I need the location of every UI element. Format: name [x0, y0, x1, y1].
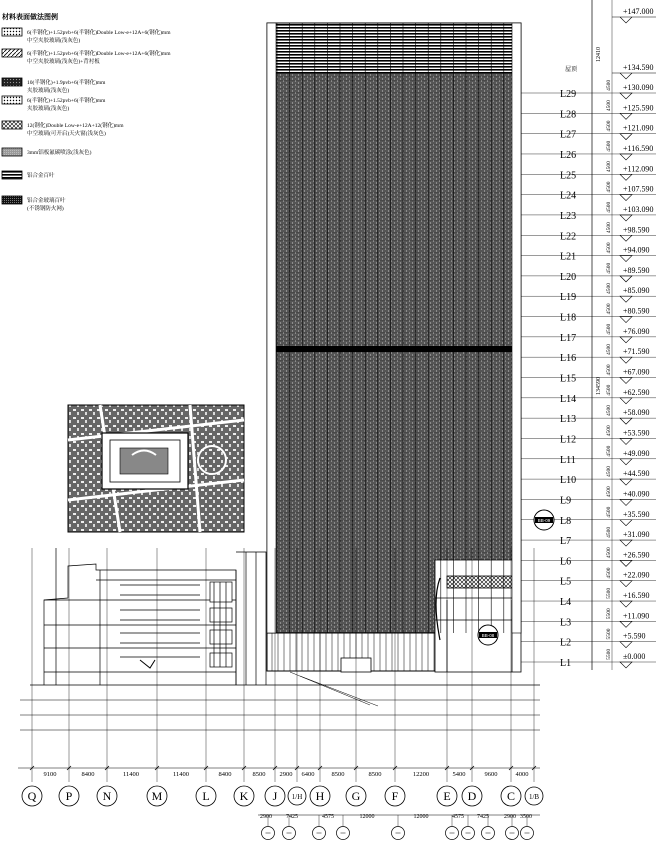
- level-name: L2: [560, 637, 572, 649]
- dimension-value: 4000: [515, 771, 529, 778]
- level-name: L24: [560, 190, 577, 202]
- dimension-value: 12000: [413, 814, 429, 820]
- level-row: [521, 466, 656, 486]
- dimension-value: 11400: [172, 771, 190, 778]
- dimension-value: 3500: [520, 814, 532, 820]
- elevation-marker: [620, 154, 632, 160]
- roof-label: 屋顶: [565, 67, 578, 73]
- callout-label: BB-09: [537, 518, 551, 523]
- floor-height: 4500: [606, 486, 612, 498]
- level-name: L26: [560, 149, 577, 161]
- legend-swatch: [2, 196, 22, 204]
- legend-desc: 夹胶玻璃(浅灰色): [27, 106, 70, 112]
- legend-swatch: [2, 171, 22, 179]
- level-row: [521, 222, 656, 242]
- level-name: L8: [560, 515, 572, 527]
- level-name: L7: [560, 536, 572, 548]
- level-row: [521, 405, 656, 425]
- level-elevation: +71.590: [623, 347, 650, 357]
- legend-spec: 铝合金玻璃百叶: [27, 198, 66, 204]
- axis-label: 1/B: [528, 793, 540, 801]
- dimension-value: 4575: [452, 814, 464, 820]
- dimension-value: 7425: [477, 814, 489, 820]
- sub-axis-bubble: [392, 815, 405, 840]
- level-name: L14: [560, 393, 577, 405]
- level-elevation: +107.590: [623, 184, 654, 194]
- level-row: [521, 161, 656, 181]
- dimension-value: 8400: [218, 771, 232, 778]
- axis-label: M: [151, 789, 163, 803]
- legend-swatch: [2, 148, 22, 156]
- legend-item: [2, 171, 55, 179]
- elevation-marker: [620, 174, 632, 180]
- elevation-marker: [620, 235, 632, 241]
- level-elevation: +76.090: [623, 326, 650, 336]
- legend-swatch: [2, 78, 22, 86]
- axis-bubble-e: [437, 786, 457, 806]
- level-elevation: +16.590: [623, 591, 650, 601]
- level-name: L23: [560, 210, 577, 222]
- roof-louver-crown: [267, 23, 521, 73]
- legend-swatch: [2, 28, 22, 36]
- level-row: [521, 628, 656, 648]
- level-name: L27: [560, 129, 577, 141]
- level-row: [521, 364, 656, 384]
- dimension-value: 9600: [484, 771, 498, 778]
- legend-title: 材料表面做法图例: [2, 13, 58, 21]
- axis-bubble-q: [22, 786, 42, 806]
- level-elevation: +62.590: [623, 387, 650, 397]
- floor-height: 4500: [606, 140, 612, 152]
- dimension-value: 6400: [301, 771, 315, 778]
- floor-height: 4500: [606, 526, 612, 538]
- legend-spec: 10(半钢化)+1.9pvb+6(半钢化)mm: [27, 80, 106, 86]
- dimension-value: 4575: [322, 814, 334, 820]
- level-name: L13: [560, 414, 577, 426]
- level-row: [521, 181, 656, 201]
- level-name: L19: [560, 292, 577, 304]
- elevation-marker: [620, 378, 632, 384]
- axis-label: Q: [27, 789, 37, 803]
- level-elevation: +80.590: [623, 306, 650, 316]
- floor-height: 4500: [606, 79, 612, 91]
- floor-height: 4500: [606, 262, 612, 274]
- floor-height: 5500: [606, 587, 612, 599]
- level-schedule: [521, 0, 656, 670]
- axis-bubble-l: [196, 786, 216, 806]
- level-name: L9: [560, 495, 572, 507]
- roof-level: [565, 7, 656, 79]
- level-elevation: +67.090: [623, 367, 650, 377]
- dimension-value: 2900: [504, 814, 516, 820]
- floor-height: 4500: [606, 567, 612, 579]
- legend-desc: 夹胶玻璃(浅灰色): [27, 88, 70, 94]
- level-elevation: +94.090: [623, 245, 650, 255]
- legend-desc: 中空夹胶玻璃(浅灰色): [27, 38, 81, 44]
- floor-height: 4500: [606, 120, 612, 132]
- axis-bubble-1-h: [288, 787, 306, 805]
- axis-bubble-c: [501, 786, 521, 806]
- axis-label: H: [315, 789, 325, 803]
- legend-swatch: [2, 49, 22, 57]
- floor-height: 5500: [606, 608, 612, 620]
- elevation-marker: [620, 520, 632, 526]
- level-row: [521, 323, 656, 343]
- floor-height: 4500: [606, 161, 612, 173]
- legend-desc: 中空夹胶玻璃(浅灰色)+背衬板: [27, 59, 100, 65]
- elevation-marker: [620, 621, 632, 627]
- legend-item: [2, 196, 66, 212]
- level-row: [521, 344, 656, 364]
- axis-bubble-h: [310, 786, 330, 806]
- dimension-value: 8400: [81, 771, 95, 778]
- dimension-value: 5400: [452, 771, 466, 778]
- axis-label: 1/H: [291, 793, 303, 801]
- base-structure: [20, 672, 540, 730]
- callout-label: BB-08: [481, 633, 495, 638]
- material-legend: [2, 12, 171, 212]
- floor-height: 4500: [606, 181, 612, 193]
- dimension-value: 7425: [286, 814, 298, 820]
- level-row: [521, 445, 656, 465]
- level-name: L22: [560, 231, 577, 243]
- level-elevation: +44.590: [623, 469, 650, 479]
- level-name: L28: [560, 109, 577, 121]
- floor-height: 4500: [606, 404, 612, 416]
- elevation-marker: [620, 276, 632, 282]
- level-row: [521, 242, 656, 262]
- floor-height: 4500: [606, 465, 612, 477]
- legend-spec: 6(半钢化)+1.52pvb+6(半钢化)Double Low-e+12A+6(钢化)mm: [27, 30, 171, 36]
- axis-label: J: [272, 789, 278, 803]
- level-row: [521, 384, 656, 404]
- level-name: L4: [560, 597, 572, 609]
- legend-swatch: [2, 121, 22, 129]
- elevation-marker: [620, 296, 632, 302]
- level-row: [521, 649, 656, 669]
- level-name: L3: [560, 617, 572, 629]
- elevation-marker: [620, 398, 632, 404]
- elevation-marker: [620, 581, 632, 587]
- level-elevation: +98.590: [623, 225, 650, 235]
- level-elevation: +53.590: [623, 428, 650, 438]
- tower-corner-left: [267, 23, 276, 633]
- level-elevation: +22.090: [623, 570, 650, 580]
- level-name: L15: [560, 373, 577, 385]
- level-row: [521, 588, 656, 608]
- legend-item: [2, 148, 92, 156]
- level-name: L1: [560, 658, 572, 669]
- level-elevation: ±0.000: [623, 652, 646, 661]
- level-name: L18: [560, 312, 577, 324]
- level-elevation: +85.090: [623, 286, 650, 296]
- dimension-value: 12000: [359, 814, 375, 820]
- elevation-marker: [620, 642, 632, 648]
- level-row: [521, 608, 656, 628]
- level-name: L5: [560, 576, 572, 588]
- level-name: L29: [560, 89, 577, 100]
- level-elevation: +11.090: [623, 611, 650, 621]
- level-elevation: +40.090: [623, 489, 650, 499]
- floor-height: 4500: [606, 506, 612, 518]
- elevation-marker: [620, 418, 632, 424]
- floor-height: 4500: [606, 303, 612, 315]
- axis-label: L: [202, 789, 210, 803]
- level-elevation: +121.090: [623, 123, 654, 133]
- total-height-dim: 134590: [596, 377, 602, 395]
- roof-elevation: +134.590: [623, 63, 654, 72]
- dimension-value: 11400: [122, 771, 140, 778]
- axis-bubble-p: [59, 786, 79, 806]
- legend-swatch: [2, 96, 22, 104]
- site-key-plan: [68, 405, 244, 532]
- dimension-value: 12200: [412, 771, 430, 778]
- level-elevation: +58.090: [623, 408, 650, 418]
- level-elevation: +35.590: [623, 509, 650, 519]
- level-name: L25: [560, 170, 577, 182]
- callout-bb08: [478, 625, 498, 645]
- elevation-marker: [620, 601, 632, 607]
- level-elevation: +112.090: [623, 164, 654, 174]
- parapet-height: 12410: [596, 47, 602, 62]
- level-row: [521, 202, 656, 222]
- level-row: [521, 283, 656, 303]
- legend-item: [2, 49, 171, 65]
- level-elevation: +26.590: [623, 550, 650, 560]
- level-row: [521, 486, 656, 506]
- axis-bubble-j: [265, 786, 285, 806]
- legend-spec: 6(半钢化)+1.52pvb+6(半钢化)Double Low-e+12A+6(钢化)mm: [27, 51, 171, 57]
- floor-height: 4500: [606, 100, 612, 112]
- floor-height: 4500: [606, 547, 612, 559]
- axis-bubble-d: [462, 786, 482, 806]
- legend-item: [2, 28, 171, 44]
- floor-height: 4500: [606, 201, 612, 213]
- elevation-marker: [620, 560, 632, 566]
- level-elevation: +130.090: [623, 83, 654, 92]
- floor-height: 4500: [606, 323, 612, 335]
- level-row: [521, 425, 656, 445]
- level-row: [521, 100, 656, 120]
- dimension-value: 8500: [368, 771, 382, 778]
- level-elevation: +103.090: [623, 204, 654, 214]
- level-name: L20: [560, 271, 577, 283]
- elevation-marker: [620, 357, 632, 363]
- refuge-floor-band: [267, 346, 521, 352]
- floor-height: 5500: [606, 648, 612, 660]
- floor-height: 4500: [606, 283, 612, 295]
- elevation-marker: [620, 438, 632, 444]
- elevation-marker: [620, 113, 632, 119]
- legend-spec: 12(钢化)Double Low-e+12A+12(钢化)mm: [27, 123, 124, 129]
- legend-spec: 6(半钢化)+1.52pvb+6(半钢化)mm: [27, 98, 106, 104]
- level-elevation: +31.090: [623, 530, 650, 540]
- level-row: [521, 141, 656, 161]
- tower-corner-right: [512, 23, 521, 633]
- level-name: L21: [560, 251, 577, 263]
- elevation-marker: [620, 93, 632, 99]
- axis-label: P: [65, 789, 73, 803]
- level-name: L11: [560, 454, 576, 466]
- elevation-marker: [620, 195, 632, 201]
- level-row: [521, 567, 656, 587]
- elevation-marker: [620, 256, 632, 262]
- dimension-value: 8500: [252, 771, 266, 778]
- axis-label: N: [102, 789, 112, 803]
- level-elevation: +49.090: [623, 448, 650, 458]
- elevation-marker: [620, 317, 632, 323]
- level-row: [521, 80, 656, 100]
- axis-bubble-f: [385, 786, 405, 806]
- callout-bb09: [534, 510, 554, 530]
- level-row: [521, 547, 656, 567]
- level-row: [521, 120, 656, 140]
- annex-block: [435, 560, 521, 672]
- legend-item: [2, 121, 124, 137]
- elevation-marker: [620, 459, 632, 465]
- floor-height: 4500: [606, 344, 612, 356]
- level-name: L6: [560, 556, 572, 568]
- legend-spec: 铝合金百叶: [27, 173, 55, 179]
- dimension-value: 8500: [331, 771, 345, 778]
- curtain-wall: [267, 73, 521, 633]
- floor-height: 5500: [606, 628, 612, 640]
- floor-height: 4500: [606, 384, 612, 396]
- sub-axis-bubble: [337, 815, 350, 840]
- elevation-marker: [620, 540, 632, 546]
- dimension-value: 2900: [260, 814, 272, 820]
- floor-height: 4500: [606, 425, 612, 437]
- top-elevation: +147.000: [623, 7, 654, 16]
- legend-item: [2, 78, 106, 94]
- legend-desc: (不锈钢防火网): [27, 206, 64, 212]
- level-row: [521, 303, 656, 323]
- elevation-marker: [620, 337, 632, 343]
- level-name: L17: [560, 332, 577, 344]
- elevation-marker: [620, 479, 632, 485]
- axis-label: G: [351, 789, 361, 803]
- tower: [267, 23, 521, 672]
- axis-bubble-m: [147, 786, 167, 806]
- axis-label: C: [506, 789, 516, 803]
- axis-label: E: [443, 789, 451, 803]
- floor-height: 4500: [606, 445, 612, 457]
- axis-label: K: [239, 789, 249, 803]
- level-name: L16: [560, 353, 577, 365]
- legend-spec: 3mm铝板氟碳喷涂(浅灰色): [27, 150, 92, 156]
- elevation-marker: [620, 215, 632, 221]
- floor-height: 4500: [606, 242, 612, 254]
- level-elevation: +125.590: [623, 103, 654, 113]
- dimension-value: 9100: [43, 771, 57, 778]
- level-elevation: +89.590: [623, 265, 650, 275]
- elevation-marker: [620, 662, 632, 668]
- level-name: L10: [560, 475, 577, 487]
- level-elevation: +116.590: [623, 143, 654, 153]
- legend-item: [2, 96, 106, 112]
- axis-bubble-n: [97, 786, 117, 806]
- axis-bubble-k: [234, 786, 254, 806]
- elevation-marker: [620, 499, 632, 505]
- axis-bubble-g: [346, 786, 366, 806]
- floor-height: 4500: [606, 222, 612, 234]
- dimension-value: 2900: [279, 771, 293, 778]
- floor-height: 4500: [606, 364, 612, 376]
- level-elevation: +5.590: [623, 631, 646, 641]
- legend-desc: 中空玻璃(可开启)天火窗(浅灰色): [27, 131, 106, 137]
- level-name: L12: [560, 434, 577, 446]
- axis-label: F: [391, 789, 399, 803]
- axis-label: D: [467, 789, 477, 803]
- axis-bubble-1-b: [525, 787, 543, 805]
- level-row: [521, 262, 656, 282]
- elevation-marker: [620, 134, 632, 140]
